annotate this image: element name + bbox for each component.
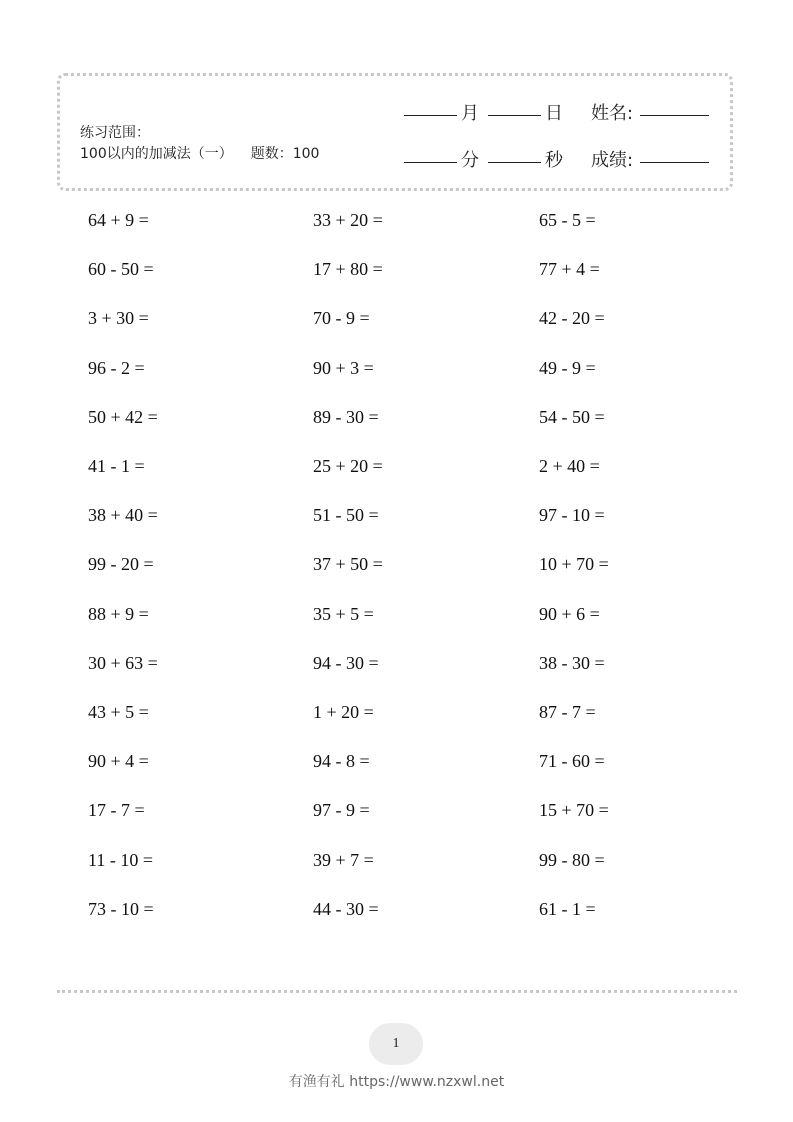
name-label: 姓名: bbox=[591, 103, 634, 124]
problem-item: 49 - 9 = bbox=[539, 357, 596, 378]
second-label: 秒 bbox=[545, 150, 563, 171]
problem-item: 97 - 10 = bbox=[539, 505, 605, 526]
problem-item: 41 - 1 = bbox=[88, 456, 145, 476]
month-label: 月 bbox=[461, 103, 479, 124]
problem-item: 88 + 9 = bbox=[88, 603, 149, 624]
range-description-text: 100以内的加减法（一） bbox=[80, 146, 233, 162]
day-label: 日 bbox=[545, 103, 563, 124]
question-count-label: 题数：100 bbox=[250, 146, 320, 162]
problem-item: 15 + 70 = bbox=[539, 800, 609, 821]
page-number-badge: 1 bbox=[369, 1023, 423, 1065]
problem-item: 42 - 20 = bbox=[539, 308, 605, 329]
name-blank[interactable] bbox=[640, 115, 709, 116]
problem-item: 10 + 70 = bbox=[539, 554, 609, 575]
problem-item: 94 - 8 = bbox=[313, 751, 370, 772]
problem-item: 90 + 6 = bbox=[539, 603, 600, 624]
problem-item: 99 - 20 = bbox=[88, 554, 154, 575]
problem-item: 89 - 30 = bbox=[313, 406, 379, 427]
problem-item: 43 + 5 = bbox=[88, 702, 149, 722]
problem-item: 17 - 7 = bbox=[88, 800, 145, 821]
header-box bbox=[57, 73, 733, 191]
problem-item: 37 + 50 = bbox=[313, 554, 383, 575]
problem-item: 99 - 80 = bbox=[539, 849, 605, 870]
problem-item: 38 - 30 = bbox=[539, 652, 605, 673]
problem-item: 51 - 50 = bbox=[313, 505, 379, 526]
practice-range-description bbox=[80, 143, 319, 163]
problem-item: 2 + 40 = bbox=[539, 456, 600, 476]
problem-item: 60 - 50 = bbox=[88, 259, 154, 280]
problem-item: 30 + 63 = bbox=[88, 652, 158, 673]
problem-item: 44 - 30 = bbox=[313, 898, 379, 919]
minute-blank[interactable] bbox=[404, 162, 457, 163]
minute-label: 分 bbox=[461, 150, 479, 171]
problem-item: 97 - 9 = bbox=[313, 800, 370, 821]
problem-item: 33 + 20 = bbox=[313, 210, 383, 230]
problem-item: 61 - 1 = bbox=[539, 898, 596, 919]
problem-item: 71 - 60 = bbox=[539, 751, 605, 772]
problem-item: 50 + 42 = bbox=[88, 406, 158, 427]
practice-range-label: 练习范围： bbox=[80, 125, 150, 141]
month-blank[interactable] bbox=[404, 115, 457, 116]
problem-item: 73 - 10 = bbox=[88, 898, 154, 919]
problem-item: 77 + 4 = bbox=[539, 259, 600, 280]
problem-item: 35 + 5 = bbox=[313, 603, 374, 624]
problem-item: 25 + 20 = bbox=[313, 456, 383, 476]
problem-item: 90 + 4 = bbox=[88, 751, 149, 772]
score-label: 成绩: bbox=[591, 150, 634, 171]
problem-item: 90 + 3 = bbox=[313, 357, 374, 378]
problem-item: 38 + 40 = bbox=[88, 505, 158, 526]
problem-item: 96 - 2 = bbox=[88, 357, 145, 378]
day-blank[interactable] bbox=[488, 115, 541, 116]
footer-site-text: 有渔有礼 https://www.nzxwl.net bbox=[288, 1074, 505, 1090]
problem-item: 54 - 50 = bbox=[539, 406, 605, 427]
problem-item: 87 - 7 = bbox=[539, 702, 596, 722]
problem-item: 17 + 80 = bbox=[313, 259, 383, 280]
problem-item: 1 + 20 = bbox=[313, 702, 374, 722]
footer-divider bbox=[57, 990, 737, 993]
second-blank[interactable] bbox=[488, 162, 541, 163]
problem-item: 65 - 5 = bbox=[539, 210, 596, 230]
problem-item: 39 + 7 = bbox=[313, 849, 374, 870]
problem-item: 3 + 30 = bbox=[88, 308, 149, 329]
problem-item: 11 - 10 = bbox=[88, 849, 153, 870]
score-blank[interactable] bbox=[640, 162, 709, 163]
problem-item: 70 - 9 = bbox=[313, 308, 370, 329]
problem-item: 94 - 30 = bbox=[313, 652, 379, 673]
problem-item: 64 + 9 = bbox=[88, 210, 149, 230]
